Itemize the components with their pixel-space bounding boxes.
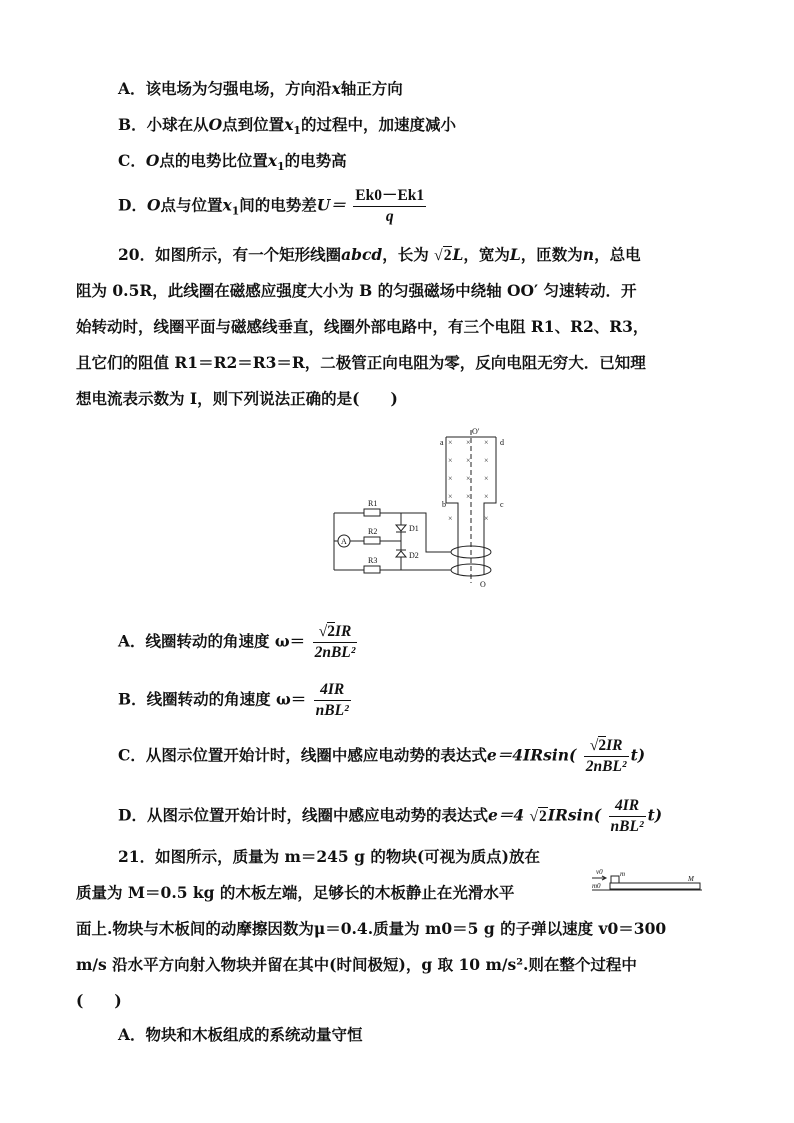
emf-fraction-c: $\frac{√2IR}{\text{2nBL²}}$	[585, 737, 627, 775]
svg-text:×: ×	[448, 514, 453, 523]
omega-fraction-a: $\frac{√2IR}{\text{2nBL²}}$	[314, 623, 356, 661]
magnetic-field-crosses	[448, 438, 489, 523]
label-m: m	[620, 870, 626, 878]
board	[610, 883, 700, 889]
q21-line-2: 质量为 M＝0.5 kg 的木板左端，足够长的木板静止在光滑水平	[76, 883, 515, 902]
label-d2: D2	[409, 551, 419, 560]
diode-d1	[396, 525, 406, 531]
svg-text:×: ×	[448, 438, 453, 447]
q20-option-a: A．线圈转动的角速度 ω＝ $\frac{√2IR}{\text{2nBL²}}$	[118, 623, 356, 661]
svg-text:×: ×	[484, 514, 489, 523]
resistor-r2	[364, 537, 380, 544]
label-d1: D1	[409, 524, 419, 533]
label-r1: R1	[368, 499, 378, 508]
omega-fraction-b: $\frac{4IR}{\text{nBL²}}$	[315, 681, 349, 719]
label-r3: R3	[368, 556, 378, 565]
emf-fraction-d: $\frac{4IR}{\text{nBL²}}$	[610, 797, 644, 835]
svg-text:×: ×	[484, 438, 489, 447]
q20-line-4: 且它们的阻值 R1＝R2＝R3＝R，二极管正向电阻为零，反向电阻无穷大．已知理	[76, 353, 646, 372]
svg-text:×: ×	[466, 474, 471, 483]
svg-text:×: ×	[448, 492, 453, 501]
q21-line-4: m/s 沿水平方向射入物块并留在其中(时间极短)，g 取 10 m/s².则在整个过程中	[76, 955, 637, 974]
label-d: d	[500, 438, 504, 447]
label-b: b	[442, 500, 446, 509]
block-board-diagram	[590, 866, 705, 896]
svg-text:×: ×	[448, 456, 453, 465]
q20-option-b: B．线圈转动的角速度 ω＝ $\frac{4IR}{\text{nBL²}}$	[118, 681, 349, 719]
q19-option-d: D．O点与位置$x_1$间的电势差U＝ $\frac{Ek0-Ek1}{q}$	[118, 187, 425, 225]
svg-text:×: ×	[466, 492, 471, 501]
sqrt-symbol: √2	[434, 247, 452, 264]
q19-option-c: C．O点的电势比位置$x_1$的电势高	[118, 151, 347, 174]
q21-line-1: 21．如图所示，质量为 m＝245 g 的物块(可视为质点)放在	[118, 847, 541, 866]
svg-text:×: ×	[484, 456, 489, 465]
q20-line-5: 想电流表示数为 I，则下列说法正确的是( )	[76, 389, 398, 408]
coil-circuit-diagram	[326, 425, 526, 590]
resistor-r1	[364, 509, 380, 516]
svg-text:×: ×	[448, 474, 453, 483]
label-a: a	[440, 438, 444, 447]
svg-text:×: ×	[484, 474, 489, 483]
q20-line-3: 始转动时，线圈平面与磁感线垂直，线圈外部电路中，有三个电阻 R1、R2、R3，	[76, 317, 649, 336]
label-r2: R2	[368, 527, 378, 536]
q20-option-d: D．从图示位置开始计时，线圈中感应电动势的表达式e＝4 √2IRsin( $\frac{4IR}{\text{nBL²}}$ t)	[118, 797, 663, 835]
block	[611, 876, 619, 883]
q20-line-2: 阻为 0.5R，此线圈在磁感应强度大小为 B 的匀强磁场中绕轴 OO′ 匀速转动．开	[76, 281, 637, 300]
potential-difference-fraction: $\frac{Ek0-Ek1}{q}$	[355, 187, 425, 225]
q21-option-a: A．物块和木板组成的系统动量守恒	[118, 1025, 363, 1044]
q21-line-5: ( )	[76, 991, 122, 1010]
label-ammeter: A	[341, 537, 347, 546]
label-o-prime: O′	[472, 427, 480, 436]
label-o: O	[480, 580, 486, 589]
q20-line-1: 20．如图所示，有一个矩形线圈abcd，长为 √2L，宽为L，匝数为n，总电	[118, 244, 641, 267]
q20-option-c: C．从图示位置开始计时，线圈中感应电动势的表达式e＝4IRsin( $\frac{√2IR}{\text{2nBL²}}$ t)	[118, 737, 646, 775]
diode-d2	[396, 551, 406, 557]
svg-text:×: ×	[484, 492, 489, 501]
svg-text:×: ×	[466, 438, 471, 447]
resistor-r3	[364, 566, 380, 573]
label-m0: m0	[592, 882, 601, 890]
label-v0: v0	[596, 868, 603, 876]
q19-option-a: A．该电场为匀强电场，方向沿x轴正方向	[118, 79, 403, 98]
label-big-m: M	[688, 875, 694, 883]
q19-option-b: B．小球在从O点到位置$x_1$的过程中，加速度减小	[118, 115, 456, 138]
svg-text:×: ×	[466, 456, 471, 465]
label-c: c	[500, 500, 504, 509]
q21-line-3: 面上.物块与木板间的动摩擦因数为μ＝0.4.质量为 m0＝5 g 的子弹以速度 v0＝300	[76, 919, 667, 938]
